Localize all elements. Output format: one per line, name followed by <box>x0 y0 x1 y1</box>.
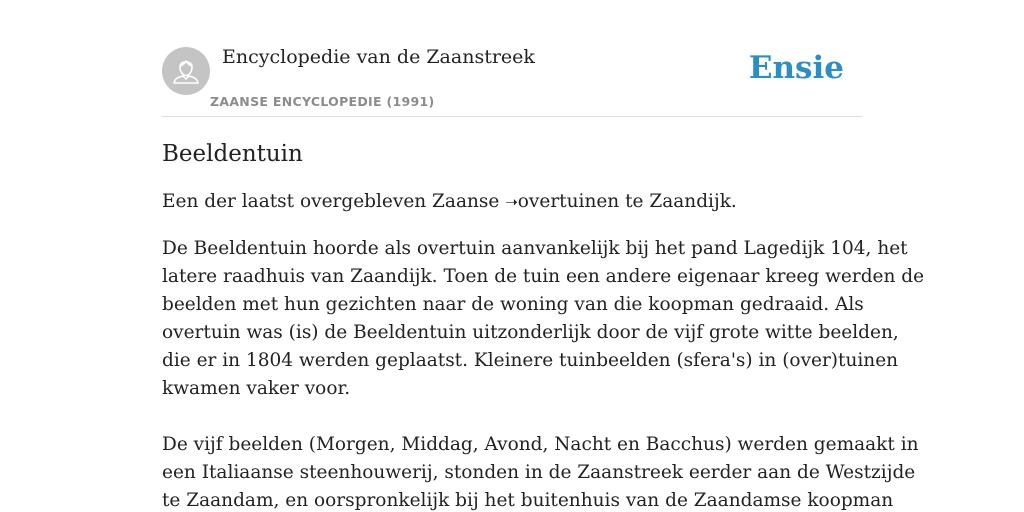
paragraph-line: te Zaandam, en oorspronkelijk bij het buitenhuis van de Zaandamse koopman <box>162 490 894 511</box>
lead-text-before: Een der laatst overgebleven Zaanse <box>162 191 506 212</box>
article-title: Beeldentuin <box>162 141 303 167</box>
paragraph-line: beelden met hun gezichten naar de woning van die koopman gedraaid. Als <box>162 294 864 315</box>
lead-paragraph <box>162 188 862 216</box>
overtuinen-link[interactable] <box>505 191 619 212</box>
lead-text-after: te Zaandijk. <box>619 191 737 212</box>
page-header <box>162 0 862 117</box>
paragraph-line: latere raadhuis van Zaandijk. Toen de tuin een andere eigenaar kreeg werden de <box>162 266 925 287</box>
body-paragraph-1 <box>162 235 925 403</box>
user-silhouette-icon[interactable] <box>162 47 210 95</box>
paragraph-line: kwamen vaker voor. <box>162 378 351 399</box>
paragraph-line: een Italiaanse steenhouwerij, stonden in de Zaanstreek eerder aan de Westzijde <box>162 462 916 483</box>
author-name[interactable]: Encyclopedie van de Zaanstreek <box>222 46 535 68</box>
source-label[interactable]: ZAANSE ENCYCLOPEDIE (1991) <box>210 94 435 109</box>
article <box>162 138 925 512</box>
overtuinen-link-label: overtuinen <box>517 191 620 212</box>
ensie-logo[interactable]: Ensie <box>748 50 844 86</box>
paragraph-line: die er in 1804 werden geplaatst. Kleinere tuinbeelden (sfera's) in (over)tuinen <box>162 350 899 371</box>
arrow-right-icon: ➝ <box>505 193 518 211</box>
paragraph-line: De vijf beelden (Morgen, Middag, Avond, Nacht en Bacchus) werden gemaakt in <box>162 434 919 455</box>
body-paragraph-2 <box>162 431 919 512</box>
paragraph-line: overtuin was (is) de Beeldentuin uitzonderlijk door de vijf grote witte beelden, <box>162 322 899 343</box>
paragraph-line: De Beeldentuin hoorde als overtuin aanvankelijk bij het pand Lagedijk 104, het <box>162 238 908 259</box>
